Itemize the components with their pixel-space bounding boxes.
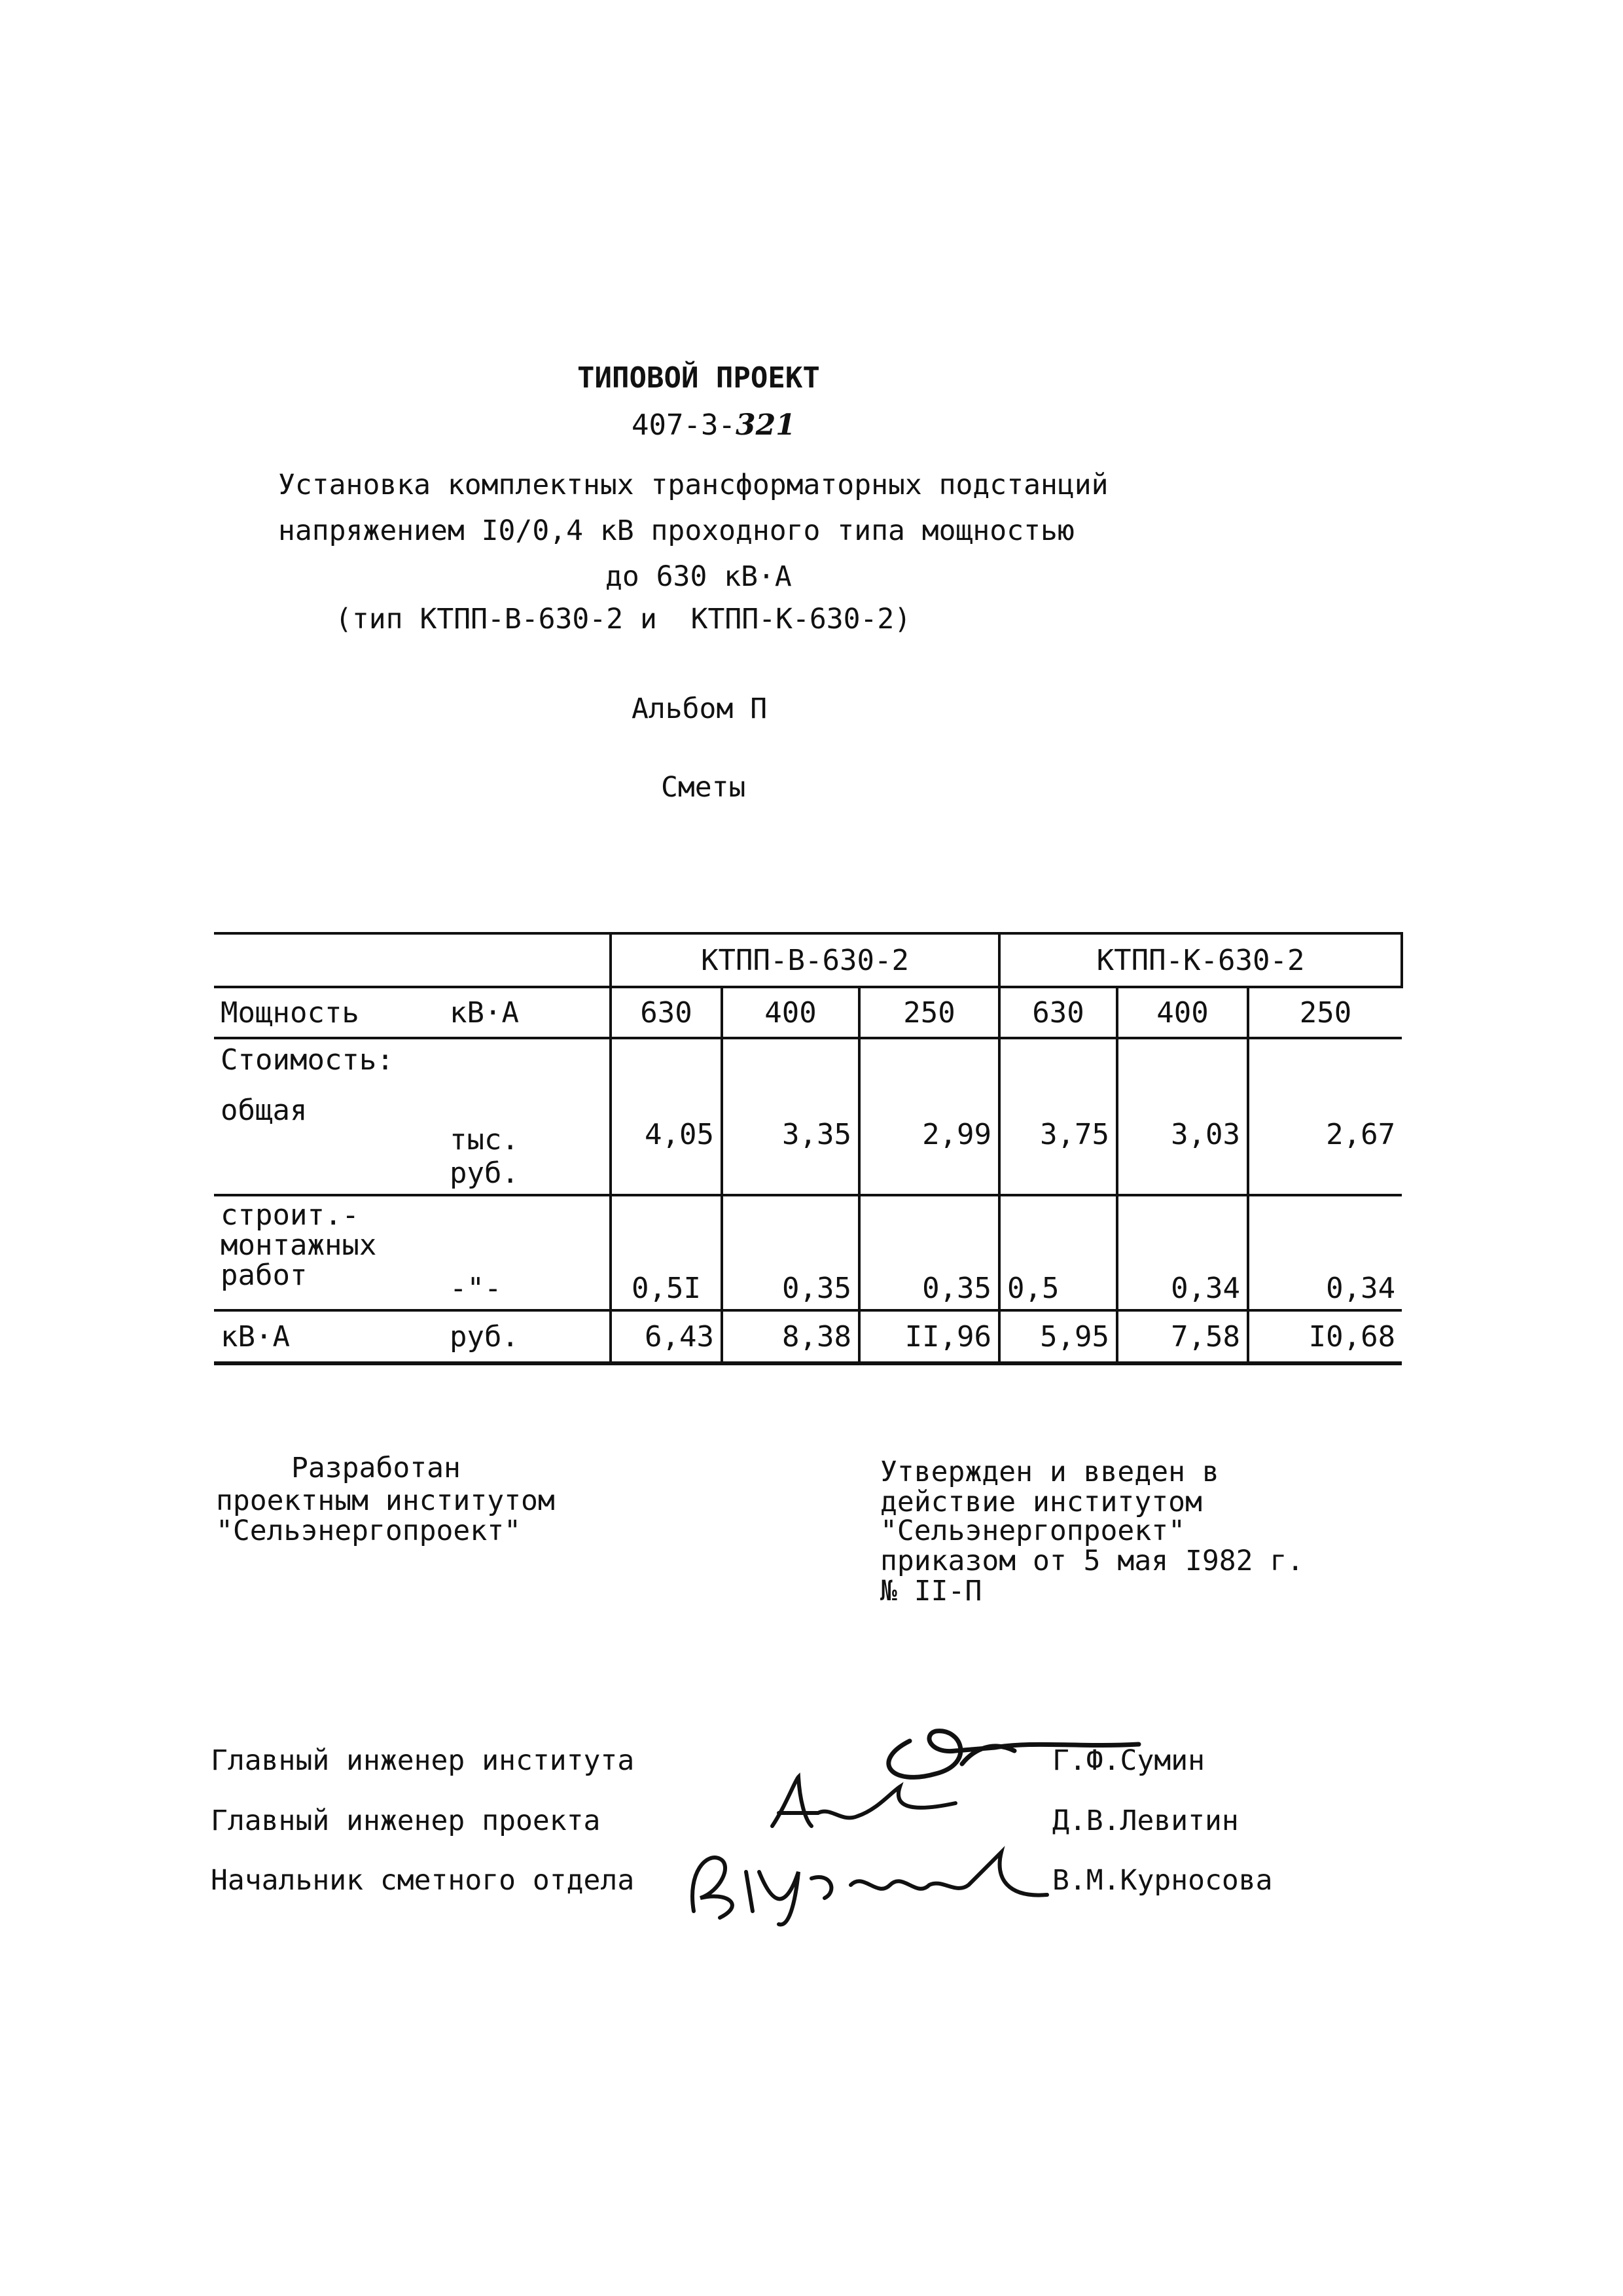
approved-line-5: № II-П: [880, 1575, 982, 1607]
cell-cost-k-3: 2,67: [1248, 1038, 1402, 1195]
signature-scribble-2: [759, 1767, 982, 1839]
cell-construction-k-1: 0,5: [999, 1195, 1117, 1310]
approved-line-3: "Сельэнергопроект": [880, 1515, 1185, 1547]
signature-role-1: Главный инженер института: [211, 1744, 635, 1777]
group-header-ktpp-v: КТПП-В-630-2: [611, 933, 999, 987]
title-line-3: до 630 кВ·А: [605, 560, 792, 593]
table-row: [214, 987, 1402, 1038]
cell-per-kva-v-2: 8,38: [722, 1310, 859, 1363]
project-type-label: ТИПОВОЙ ПРОЕКТ: [577, 361, 820, 395]
cell-per-kva-k-3: I0,68: [1248, 1310, 1402, 1363]
cell-cost-v-2: 3,35: [722, 1038, 859, 1195]
cell-power-k-3: 250: [1248, 987, 1402, 1038]
cell-per-kva-k-1: 5,95: [999, 1310, 1117, 1363]
cell-power-k-2: 400: [1117, 987, 1248, 1038]
table-row: [214, 1038, 1402, 1195]
cell-construction-v-1: 0,5I: [611, 1195, 722, 1310]
approved-line-1: Утвержден и введен в: [880, 1456, 1219, 1488]
title-line-4: (тип КТПП-В-630-2 и КТПП-К-630-2): [335, 603, 912, 636]
cell-cost-k-1: 3,75: [999, 1038, 1117, 1195]
cell-power-v-3: 250: [859, 987, 999, 1038]
approved-line-4: приказом от 5 мая I982 г.: [880, 1545, 1304, 1577]
album-label: Альбом П: [632, 692, 768, 725]
cell-power-v-1: 630: [611, 987, 722, 1038]
table-row: [214, 1310, 1402, 1363]
signature-role-2: Главный инженер проекта: [211, 1804, 601, 1837]
title-line-2: напряжением I0/0,4 кВ проходного типа мощностью: [278, 514, 1075, 547]
signature-name-3: В.М.Курносова: [1052, 1864, 1273, 1897]
cell-construction-v-3: 0,35: [859, 1195, 999, 1310]
signature-name-1: Г.Ф.Сумин: [1052, 1744, 1205, 1777]
cell-cost-k-2: 3,03: [1117, 1038, 1248, 1195]
row-label-cost: [214, 1038, 443, 1195]
cell-per-kva-v-3: II,96: [859, 1310, 999, 1363]
cell-per-kva-v-1: 6,43: [611, 1310, 722, 1363]
cell-construction-k-2: 0,34: [1117, 1195, 1248, 1310]
developed-line-3: "Сельэнергопроект": [216, 1515, 521, 1547]
cell-cost-v-3: 2,99: [859, 1038, 999, 1195]
row-label-power: Мощность: [214, 987, 443, 1038]
signature-role-3: Начальник сметного отдела: [211, 1864, 635, 1897]
cell-power-k-1: 630: [999, 987, 1117, 1038]
signature-scribble-3: [681, 1833, 1060, 1931]
cell-per-kva-k-2: 7,58: [1117, 1310, 1248, 1363]
row-label-construction: строит.- монтажных работ: [214, 1195, 443, 1310]
table-group-header-row: [214, 933, 1402, 987]
group-header-ktpp-k: КТПП-К-630-2: [999, 933, 1402, 987]
project-number-prefix: 407-3-: [632, 408, 736, 442]
row-unit-cost: тыс. руб.: [443, 1038, 611, 1195]
project-number-handwritten: 321: [735, 408, 796, 442]
cell-construction-v-2: 0,35: [722, 1195, 859, 1310]
signature-name-2: Д.В.Левитин: [1052, 1804, 1239, 1837]
title-line-1: Установка комплектных трансформаторных подстанций: [278, 469, 1109, 501]
approved-line-2: действие институтом: [880, 1486, 1202, 1518]
cell-construction-k-3: 0,34: [1248, 1195, 1402, 1310]
cell-power-v-2: 400: [722, 987, 859, 1038]
developed-line-1: Разработан: [291, 1452, 461, 1484]
row-label-per-kva: кВ·А: [214, 1310, 443, 1363]
row-unit-power: кВ·А: [443, 987, 611, 1038]
cell-cost-v-1: 4,05: [611, 1038, 722, 1195]
project-number: [632, 408, 796, 442]
developed-line-2: проектным институтом: [216, 1484, 555, 1517]
row-unit-construction: -"-: [443, 1195, 611, 1310]
row-label-cost-total: общая: [221, 1094, 308, 1127]
table-row: [214, 1195, 1402, 1310]
row-label-cost-title: Стоимость:: [221, 1043, 394, 1077]
section-label: Сметы: [661, 771, 746, 804]
cost-table: [214, 932, 1403, 1365]
row-unit-per-kva: руб.: [443, 1310, 611, 1363]
